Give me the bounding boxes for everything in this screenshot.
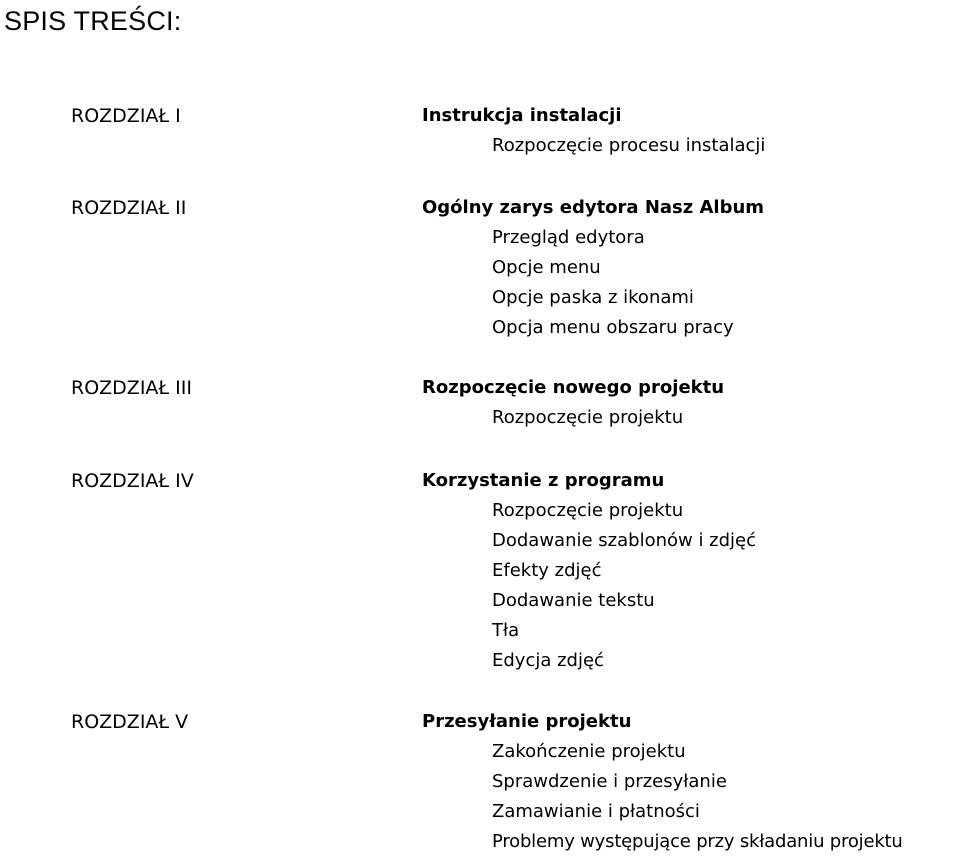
toc-entry: Sprawdzenie i przesyłanie: [492, 771, 727, 792]
toc-entry: Opcje menu: [492, 257, 601, 278]
toc-entry: Rozpoczęcie procesu instalacji: [492, 135, 766, 156]
toc-entry: Rozpoczęcie projektu: [492, 407, 684, 428]
toc-entry: Dodawanie szablonów i zdjęć: [492, 530, 757, 551]
toc-entry: Opcja menu obszaru pracy: [492, 317, 734, 338]
chapter-title: Rozpoczęcie nowego projektu: [422, 377, 725, 398]
toc-entry: Edycja zdjęć: [492, 650, 604, 671]
chapter-label: ROZDZIAŁ II: [71, 197, 187, 219]
toc-entry: Rozpoczęcie projektu: [492, 500, 684, 521]
toc-entry: Opcje paska z ikonami: [492, 287, 694, 308]
chapter-title: Przesyłanie projektu: [422, 711, 632, 732]
chapter-label: ROZDZIAŁ III: [71, 377, 192, 399]
page-title: SPIS TREŚCI:: [4, 6, 182, 36]
toc-entry: Problemy występujące przy składaniu projektu: [492, 831, 903, 852]
chapter-label: ROZDZIAŁ V: [71, 711, 189, 733]
toc-entry: Przegląd edytora: [492, 227, 645, 248]
chapter-title: Korzystanie z programu: [422, 470, 665, 491]
toc-entry: Tła: [492, 620, 520, 641]
toc-entry: Efekty zdjęć: [492, 560, 602, 581]
toc-entry: Zakończenie projektu: [492, 741, 686, 762]
toc-entry: Zamawianie i płatności: [492, 801, 700, 822]
chapter-label: ROZDZIAŁ IV: [71, 470, 194, 492]
chapter-title: Instrukcja instalacji: [422, 105, 622, 126]
toc-entry: Dodawanie tekstu: [492, 590, 655, 611]
chapter-label: ROZDZIAŁ I: [71, 105, 181, 127]
chapter-title: Ogólny zarys edytora Nasz Album: [422, 197, 765, 218]
